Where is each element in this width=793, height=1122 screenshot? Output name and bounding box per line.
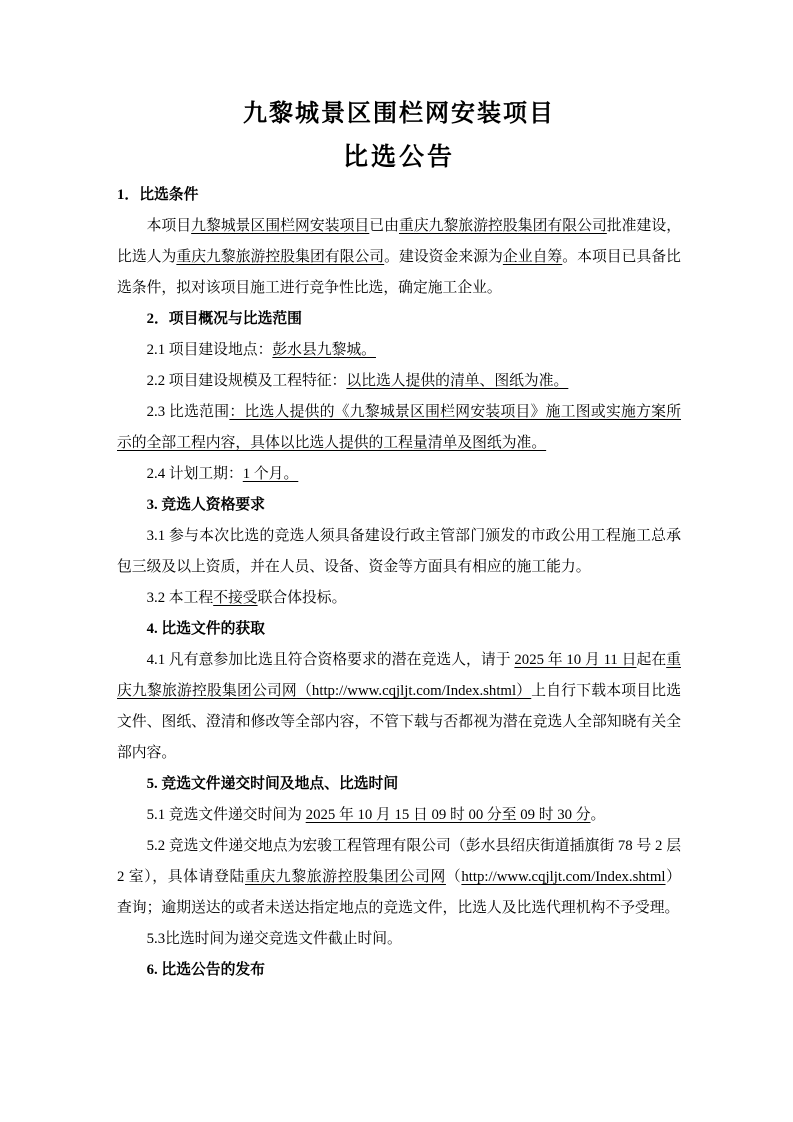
section-6-heading: 6. 比选公告的发布 (146, 962, 265, 978)
text-run: 联合体投标。 (257, 590, 347, 606)
underlined-text-run: 以比选人提供的清单、图纸为准。 (346, 373, 569, 389)
para-5-2 (117, 831, 681, 924)
underlined-text-run: ：比选人提供的《九黎城景区围栏网安装项目》施工图或实施方案所示的全部工程内容，具体以比选人提供的工程量清单及图纸为准。 (117, 404, 681, 451)
text-run: 5.1 竞选文件递交时间为 (146, 807, 306, 823)
text-run: 批准建设，比选人为 (117, 218, 681, 265)
text-run: 。建设资金来源为 (384, 249, 503, 265)
section-3-heading: 3. 竞选人资格要求 (146, 497, 265, 513)
para-2-1 (117, 335, 681, 366)
underlined-text-run: 2025 年 10 月 15 日 09 时 00 分至 09 时 30 分 (305, 807, 591, 823)
text-run: 本项目 (146, 218, 192, 234)
para-3-1 (117, 521, 681, 583)
text-run: 起在 (636, 652, 667, 668)
text-run: ） 查询；逾期送达的或者未送达指定地点的竞选文件，比选人及比选代理机构不予受理。 (117, 869, 681, 916)
para-2-4 (117, 459, 681, 490)
text-run: 4.1 凡有意参加比选且符合资格要求的潜在竞选人，请于 (146, 652, 515, 668)
para-2-2 (117, 366, 681, 397)
underlined-text-run: 重庆九黎旅游控股集团公司网 (117, 652, 681, 699)
para-1-body (117, 211, 681, 304)
underlined-url-run: （http://www.cqjljt.com/Index.shtml） (296, 683, 532, 699)
text-run: 3.1 参与本次比选的竞选人须具备建设行政主管部门颁发的市政公用工程施工总承包三级及以上资质，并在人员、设备、资金等方面具有相应的施工能力。 (117, 528, 681, 575)
text-run: 。本项目已具备比选条件，拟对该项目施工进行竞争性比选，确定施工企业。 (117, 249, 681, 296)
para-4-1 (117, 645, 681, 769)
text-run: 2.2 项目建设规模及工程特征： (146, 373, 347, 389)
section-4-heading: 4. 比选文件的获取 (146, 621, 265, 637)
section-5-heading: 5. 竞选文件递交时间及地点、比选时间 (146, 776, 399, 792)
underlined-text-run: 重庆九黎旅游控股集团公司网 (245, 869, 446, 885)
underlined-text-run: 1 个月。 (242, 466, 299, 482)
section-2-heading: 2．项目概况与比选范围 (146, 311, 302, 327)
underlined-text-run: 重庆九黎旅游控股集团有限公司 (398, 218, 607, 234)
text-run: 2.4 计划工期： (146, 466, 243, 482)
document-body (117, 180, 681, 986)
text-run: 5.2 竞选文件递交地点为宏骏工程管理有限公司（彭水县绍庆街道插旗街 78 号 2 层 2 室），具体请登陆 (117, 838, 681, 885)
text-run: （ (445, 869, 462, 885)
underlined-text-run: 九黎城景区围栏网安装项目 (191, 218, 370, 234)
text-run: 2.1 项目建设地点： (146, 342, 273, 358)
document-title-line2: 比选公告 (342, 144, 455, 171)
text-run: 。 (590, 807, 606, 823)
para-2-3 (117, 397, 681, 459)
para-5-1 (117, 800, 681, 831)
text-run: 2.3 比选范围 (146, 404, 230, 420)
underlined-text-run: 重庆九黎旅游控股集团有限公司 (176, 249, 385, 265)
underlined-text-run: 企业自筹 (502, 249, 563, 265)
para-5-3 (117, 924, 681, 955)
para-3-2 (117, 583, 681, 614)
text-run: 5.3比选时间为递交竞选文件截止时间。 (146, 931, 402, 947)
text-run: 已由 (369, 218, 399, 234)
underlined-text-run: 不接受 (213, 590, 258, 606)
text-run: 3.2 本工程 (146, 590, 214, 606)
underlined-text-run: 彭水县九黎城。 (272, 342, 376, 358)
underlined-url-run: http://www.cqjljt.com/Index.shtml (461, 869, 666, 885)
section-1-heading: 1．比选条件 (117, 187, 199, 203)
document-title-line1: 九黎城景区围栏网安装项目 (243, 101, 555, 127)
text-run: 上自行下载本项目比选文件、图纸、澄清和修改等全部内容，不管下载与否都视为潜在竞选人全部知晓有关全部内容。 (117, 683, 681, 761)
underlined-text-run: 2025 年 10 月 11 日 (514, 652, 637, 668)
